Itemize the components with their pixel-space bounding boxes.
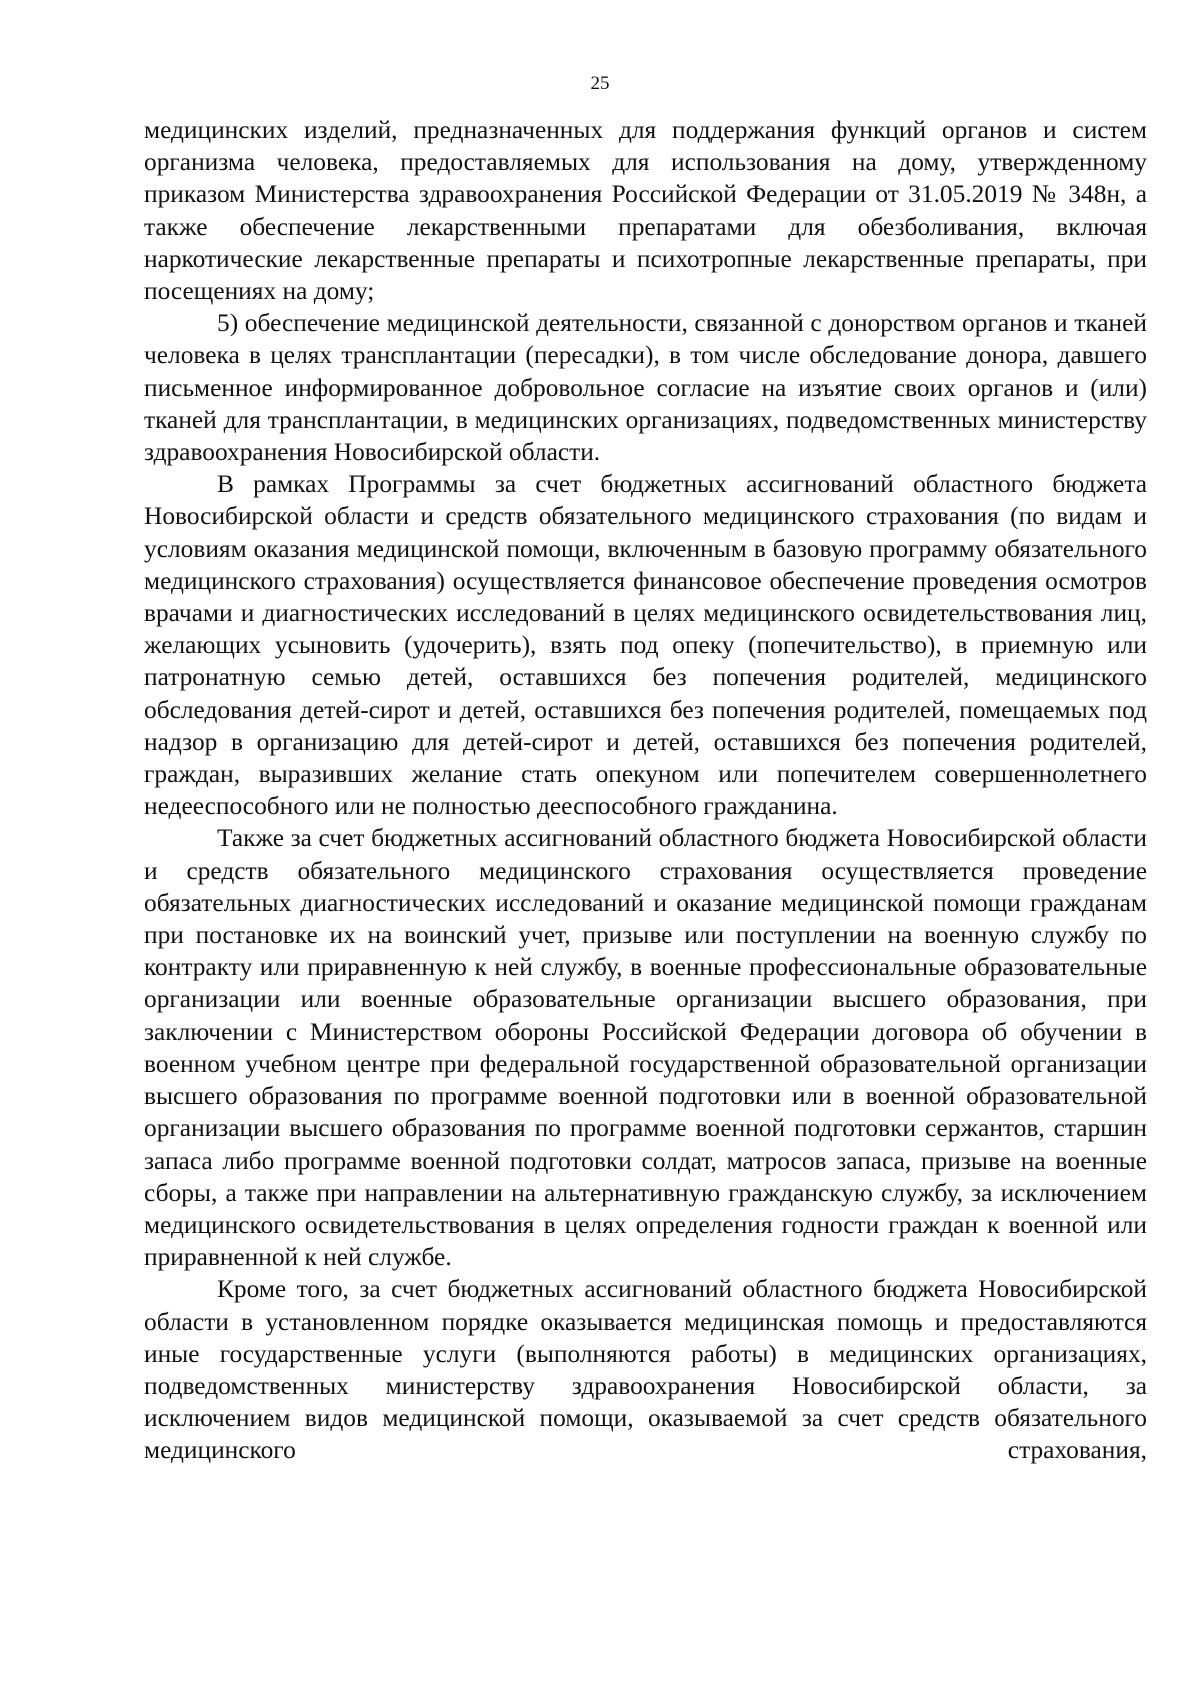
paragraph-item-5: 5) обеспечение медицинской деятельности, связанной с донорством органов и тканей человека в целях трансплантации (пересадки), в том числе обследование донора, давшего письменное информированное добровольное согласие на изъятие своих органов и (или) тканей для трансплантации, в медицинских организациях, подведомственных министерству здравоохранения Новосибирской области.: [144, 309, 1147, 467]
paragraph-program-funding: В рамках Программы за счет бюджетных ассигнований областного бюджета Новосибирской области и средств обязательного медицинского страхования (по видам и условиям оказания медицинской помощи, включенным в базовую программу обязательного медицинского страхования) осуществляется финансовое обеспечение проведения осмотров врачами и диагностических исследований в целях медицинского освидетельствования лиц, желающих усыновить (удочерить), взять под опеку (попечительство), в приемную или патронатную семью детей, оставшихся без попечения родителей, медицинского обследования детей-сирот и детей, оставшихся без попечения родителей, помещаемых под надзор в организацию для детей-сирот и детей, оставшихся без попечения родителей, граждан, выразивших желание стать опекуном или попечителем совершеннолетнего недееспособного или не полностью дееспособного гражданина.: [144, 470, 1147, 821]
page-number: 25: [590, 73, 610, 94]
paragraph-military-examinations: Также за счет бюджетных ассигнований областного бюджета Новосибирской области и средств обязательного медицинского страхования осуществляется проведение обязательных диагностических исследований и оказание медицинской помощи гражданам при постановке их на воинский учет, призыве или поступлении на военную службу по контракту или приравненную к ней службу, в военные профессиональные образовательные организации или военные образовательные организации высшего образования, при заключении с Министерством обороны Российской Федерации договора об обучении в военном учебном центре при федеральной государственной образовательной организации высшего образования по программе военной подготовки или в военной образовательной организации высшего образования по программе военной подготовки сержантов, старшин запаса либо программе военной подготовки солдат, матросов запаса, призыве на военные сборы, а также при направлении на альтернативную гражданскую службу, за исключением медицинского освидетельствования в целях определения годности граждан к военной или приравненной к ней службе.: [144, 824, 1147, 1272]
paragraph-regional-budget: Кроме того, за счет бюджетных ассигнований областного бюджета Новосибирской области в установленном порядке оказывается медицинская помощь и предоставляются иные государственные услуги (выполняются работы) в медицинских организациях, подведомственных министерству здравоохранения Новосибирской области, за исключением видов медицинской помощи, оказываемой за счет средств обязательного медицинского страхования,: [144, 1275, 1147, 1465]
document-body: [144, 114, 1147, 1467]
paragraph-continuation: медицинских изделий, предназначенных для поддержания функций органов и систем организма человека, предоставляемых для использования на дому, утвержденному приказом Министерства здравоохранения Российской Федерации от 31.05.2019 № 348н, а также обеспечение лекарственными препаратами для обезболивания, включая наркотические лекарственные препараты и психотропные лекарственные препараты, при посещениях на дому;: [144, 116, 1147, 306]
